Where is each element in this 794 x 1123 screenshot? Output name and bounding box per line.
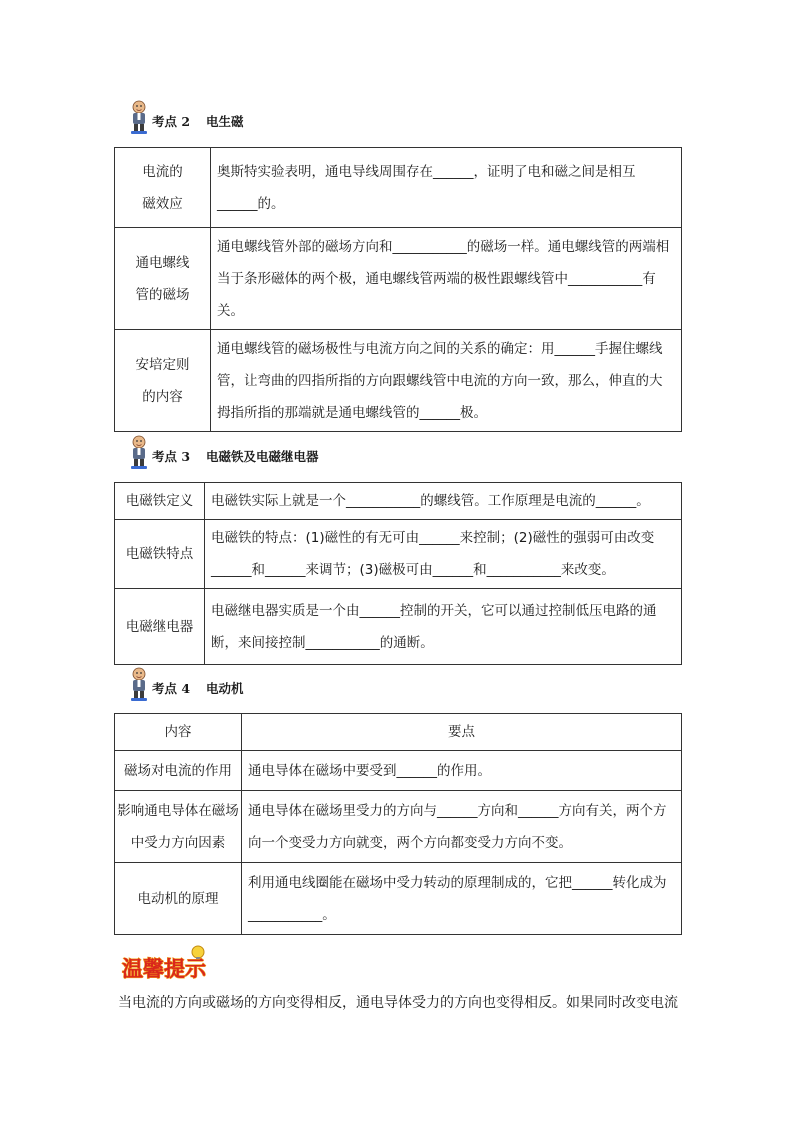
row-content: 电磁铁实际上就是一个___________的螺线管。工作原理是电流的______。 [205, 483, 682, 520]
kaodian-label: 考点 2 [152, 114, 191, 129]
row-content: 通电导体在磁场中要受到______的作用。 [242, 751, 682, 791]
row-content: 通电导体在磁场里受力的方向与______方向和______方向有关，两个方向一个变受力方向就变，两个方向都变受力方向不变。 [242, 791, 682, 863]
warm-tip-badge [120, 944, 216, 982]
table-row [115, 520, 682, 589]
row-label: 电磁铁特点 [115, 520, 205, 589]
row-content: 通电螺线管外部的磁场方向和___________的磁场一样。通电螺线管的两端相当于条形磁体的两个极，通电螺线管两端的极性跟螺线管中___________有关。 [211, 228, 682, 330]
tip-paragraph: 当电流的方向或磁场的方向变得相反，通电导体受力的方向也变得相反。如果同时改变电流 [118, 995, 678, 1011]
row-label: 电动机的原理 [115, 863, 242, 935]
row-label: 磁场对电流的作用 [115, 751, 242, 791]
row-label: 通电螺线管的磁场 [115, 228, 211, 330]
table-section-4 [114, 713, 682, 935]
table-row [115, 228, 682, 330]
table-section-2 [114, 147, 682, 432]
table-row [115, 330, 682, 432]
table-section-3 [114, 482, 682, 665]
row-content: 电磁铁的特点：(1)磁性的有无可由______来控制；(2)磁性的强弱可由改变______和______来调节；(3)磁极可由______和___________来改变。 [205, 520, 682, 589]
table-row [115, 589, 682, 665]
section-heading-4 [128, 667, 688, 701]
teacher-mascot-icon [128, 667, 150, 701]
section-heading-3 [128, 435, 688, 469]
section-heading-2 [128, 100, 688, 134]
row-label: 安培定则的内容 [115, 330, 211, 432]
table-header-row [115, 714, 682, 751]
teacher-mascot-icon [128, 435, 150, 469]
row-label: 电磁铁定义 [115, 483, 205, 520]
section-title: 电磁铁及电磁继电器 [206, 449, 319, 464]
row-content: 电磁继电器实质是一个由______控制的开关，它可以通过控制低压电路的通断，来间接控制___________的通断。 [205, 589, 682, 665]
table-row [115, 751, 682, 791]
teacher-mascot-icon [128, 100, 150, 134]
table-row [115, 863, 682, 935]
column-header: 要点 [242, 714, 682, 751]
table-row [115, 148, 682, 228]
section-title: 电动机 [206, 681, 244, 696]
column-header: 内容 [115, 714, 242, 751]
section-title: 电生磁 [206, 114, 244, 129]
table-row [115, 791, 682, 863]
kaodian-label: 考点 3 [152, 449, 191, 464]
row-content: 利用通电线圈能在磁场中受力转动的原理制成的，它把______转化成为___________。 [242, 863, 682, 935]
row-label: 影响通电导体在磁场中受力方向因素 [115, 791, 242, 863]
row-label: 电流的磁效应 [115, 148, 211, 228]
row-content: 通电螺线管的磁场极性与电流方向之间的关系的确定：用______手握住螺线管，让弯曲的四指所指的方向跟螺线管中电流的方向一致，那么，伸直的大拇指所指的那端就是通电螺线管的______极。 [211, 330, 682, 432]
row-content: 奥斯特实验表明，通电导线周围存在______，证明了电和磁之间是相互______的。 [211, 148, 682, 228]
table-row [115, 483, 682, 520]
badge-text: 温馨提示 [122, 957, 206, 981]
row-label: 电磁继电器 [115, 589, 205, 665]
kaodian-label: 考点 4 [152, 681, 191, 696]
